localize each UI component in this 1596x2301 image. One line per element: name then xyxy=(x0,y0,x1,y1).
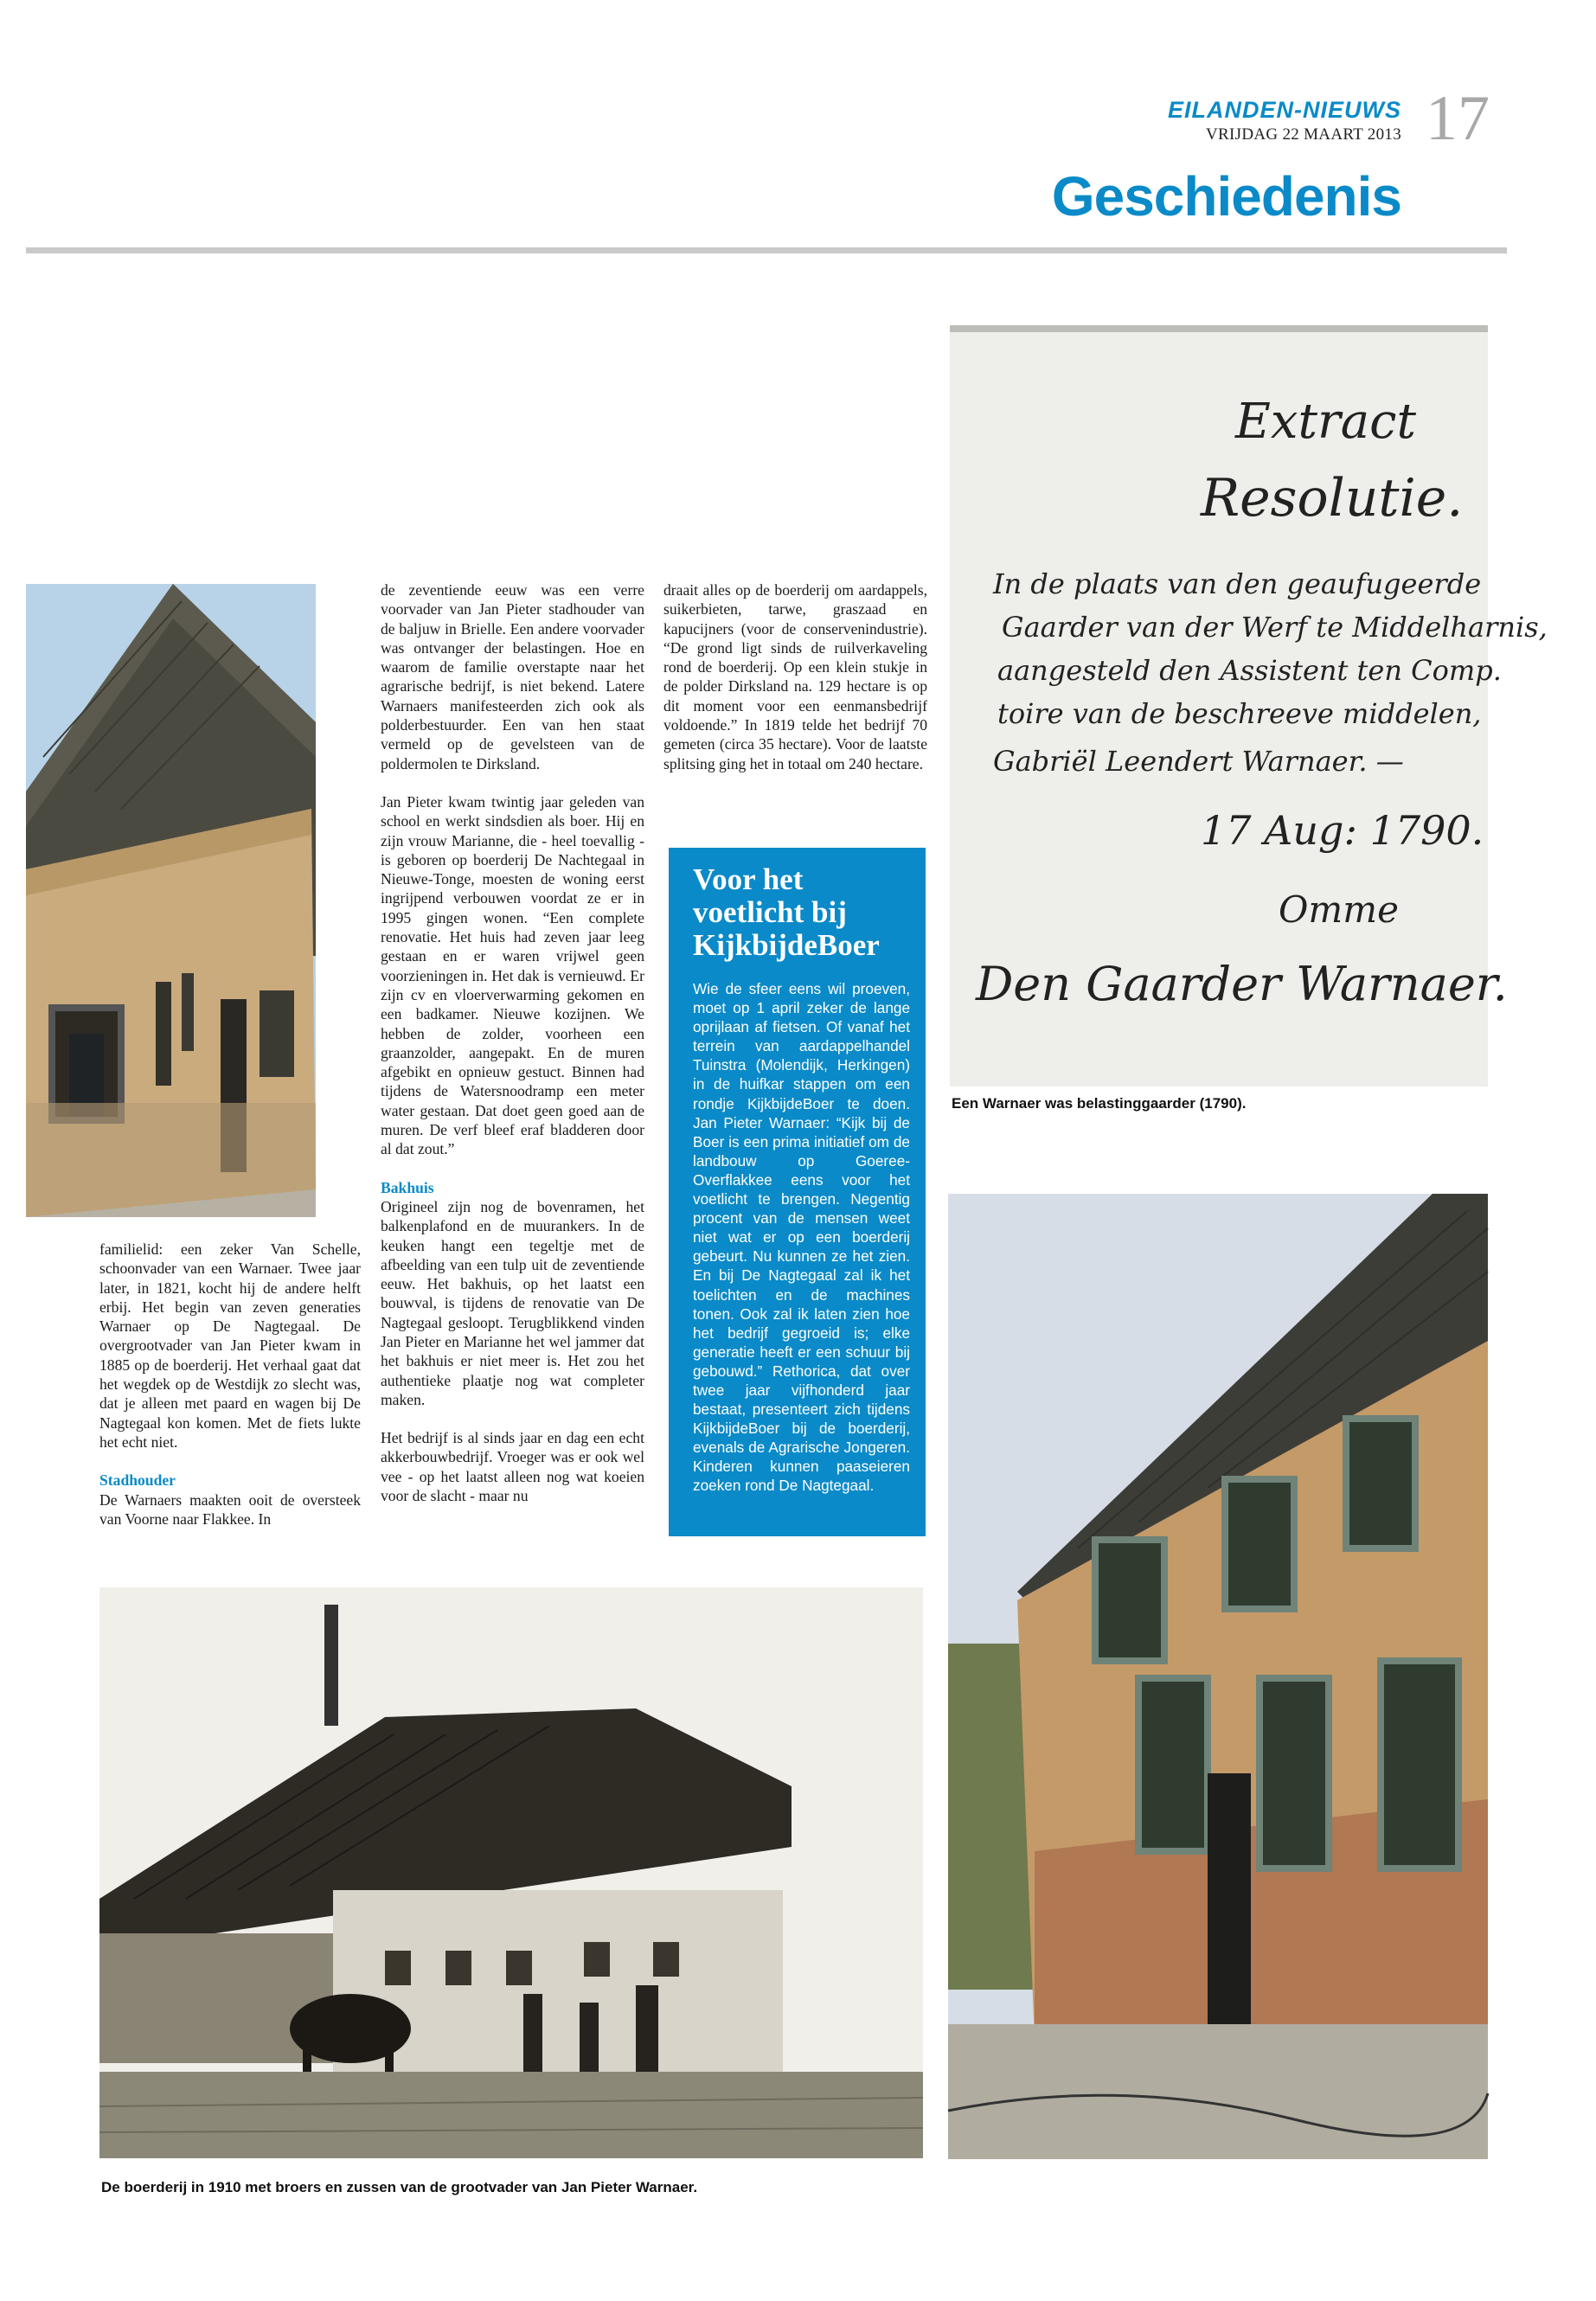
document-illustration xyxy=(950,325,1548,1086)
col2-paragraph-1: de zeventiende eeuw was een verre voorvader van Jan Pieter stadhouder van de baljuw in Brielle. Een andere voorvader was ontvanger der belastingen. Hoe en waarom de familie overstapte naar het agrarische bedrijf, is niet bekend. Latere Warnaers manifesteerden zich ook als polderbestuurder. Een van hen staat vermeld op de gevelsteen van de poldermolen te Dirksland. xyxy=(381,581,644,772)
section-title: Geschiedenis xyxy=(1051,165,1401,228)
col1-paragraph-1: familielid: een zeker Van Schelle, schoonvader van een Warnaer. Twee jaar later, in 1821, kocht hij de andere helft erbij. Het begin van zeven generaties Warnaer op De Nagtegaal. De overgrootvader van Jan Pieter kwam in 1885 op de boerderij. Het verhaal gaat dat het wegdek op de Westdijk zo slecht was, dat je alleen met paard en wagen bij De Nagtegaal kon komen. Met de fiets lukte het echt niet. xyxy=(99,1240,361,1451)
doc-line-10: Den Gaarder Warnaer. xyxy=(976,957,1508,1011)
col2-paragraph-3: Origineel zijn nog de bovenramen, het balkenplafond en de muurankers. In de keuken hangt een tegeltje met de afbeelding van een tulp uit de zeventiende eeuw. Het bakhuis, op het laatst een bouwval, is tijdens de renovatie van De Nagtegaal gesloopt. Terugblikkend vinden Jan Pieter en Marianne het wel jammer dat het bakhuis er niet meer is. Het zou het authentieke plaatje nog wat completer maken. xyxy=(381,1197,644,1408)
article-column-2 xyxy=(381,580,644,1524)
paper-name: EILANDEN-NIEUWS xyxy=(1168,97,1401,123)
paper-header xyxy=(1159,97,1401,144)
col2-paragraph-2: Jan Pieter kwam twintig jaar geleden van school en werkt sindsdien als boer. Hij en zijn vrouw Marianne, die - heel toevallig - is geboren op boerderij De Nachtegaal in Nieuwe-Tonge, moesten de woning eerst ingrijpend verbouwen voordat ze er in 1995 gingen wonen. “Een complete renovatie. Het huis had zeven jaar leeg gestaan en er waren vrijwel geen voorzieningen in. Het dak is vernieuwd. Er zijn cv en vloerverwarming gekomen en een badkamer. Nieuwe kozijnen. We hebben de zolder, voorheen een graanzolder, aangepakt. En de muren afgebikt en opnieuw gestuct. Binnen had tijdens de Watersnoodramp een meter water gestaan. Dat doet geen goed aan de muren. De verf bleef eraf bladderen door al dat zout.” xyxy=(381,792,644,1158)
article-column-3 xyxy=(663,580,927,792)
doc-line-6: toire van de beschreeve middelen, xyxy=(997,697,1482,730)
farm-1910-photo xyxy=(99,1587,923,2158)
farmhouse-photo-left xyxy=(26,584,316,1217)
article-column-1 xyxy=(99,1240,361,1548)
doc-line-3: In de plaats van den geaufugeerde xyxy=(993,567,1482,600)
subhead-stadhouder: Stadhouder xyxy=(99,1471,176,1490)
page-number: 17 xyxy=(1426,83,1490,154)
col2-paragraph-4: Het bedrijf is al sinds jaar en dag een echt akkerbouwbedrijf. Vroeger was er ook wel vee - op het laatst alleen nog wat koeien voor de slacht - maar nu xyxy=(381,1429,644,1505)
doc-line-9: Omme xyxy=(1279,888,1399,931)
farm-1910-illustration xyxy=(99,1587,923,2158)
farmhouse-photo-right xyxy=(948,1194,1488,2159)
doc-line-2: Resolutie. xyxy=(1201,468,1464,529)
kijkbijdeboer-box xyxy=(669,848,926,1536)
box-title: Voor het voetlicht bij KijkbijdeBoer xyxy=(693,862,880,962)
doc-line-8: 17 Aug: 1790. xyxy=(1201,807,1484,854)
box-body: Wie de sfeer eens wil proeven, moet op 1 april zeker de lange oprijlaan af fietsen. Of vanaf het terrein van aardappelhandel Tuinstra (Molendijk, Herkingen) in de huifkar stappen om een rondje KijkbijdeBoer te doen. Jan Pieter Warnaer: “Kijk bij de Boer is een prima initiatief om de landbouw op Goeree-Overflakkee eens voor het voetlicht te brengen. Negentig procent van de mensen weet niet wat er op een boerderij gebeurt. Nu kunnen ze het zien. En bij De Nagtegaal zal ik het toelichten en de machines tonen. Ook zal ik laten zien hoe het bedrijf gegroeid is; elke generatie heeft er een schuur bij gebouwd.” Rethorica, dat over twee jaar vijfhonderd jaar bestaat, presenteert zich tijdens KijkbijdeBoer bij de boerderij, evenals de Agrarische Jongeren. Kinderen kunnen paaseieren zoeken rond De Nagtegaal. xyxy=(693,980,910,1495)
doc-line-1: Extract xyxy=(1235,394,1416,450)
farmhouse-illustration xyxy=(26,584,316,1217)
farmhouse-illustration-right xyxy=(948,1194,1488,2159)
doc-line-4: Gaarder van der Werf te Middelharnis, xyxy=(1002,611,1548,644)
subhead-bakhuis: Bakhuis xyxy=(381,1178,434,1196)
document-caption: Een Warnaer was belastinggaarder (1790). xyxy=(952,1095,1247,1112)
issue-date: VRIJDAG 22 MAART 2013 xyxy=(1206,125,1401,144)
header-rule xyxy=(26,247,1507,253)
doc-line-7: Gabriël Leendert Warnaer. — xyxy=(993,745,1404,778)
col3-paragraph-1: draait alles op de boerderij om aardappels, suikerbieten, tarwe, graszaad en kapucijners (voor de conservenindustrie). “De grond ligt sinds de ruilverkaveling rond de boerderij. Op een klein stukje in de polder Dirksland na. 129 hectare is op dit moment voor een eenmansbedrijf voldoende.” In 1819 telde het bedrijf 70 gemeten (circa 35 hectare). Voor de laatste splitsing ging het in totaal om 240 hectare. xyxy=(663,581,927,772)
historic-document-photo xyxy=(950,325,1548,1086)
doc-line-5: aangesteld den Assistent ten Comp. xyxy=(997,654,1502,687)
col1-paragraph-2: De Warnaers maakten ooit de oversteek van Voorne naar Flakkee. In xyxy=(99,1490,361,1528)
old-photo-caption: De boerderij in 1910 met broers en zussen van de grootvader van Jan Pieter Warnaer. xyxy=(101,2179,698,2195)
